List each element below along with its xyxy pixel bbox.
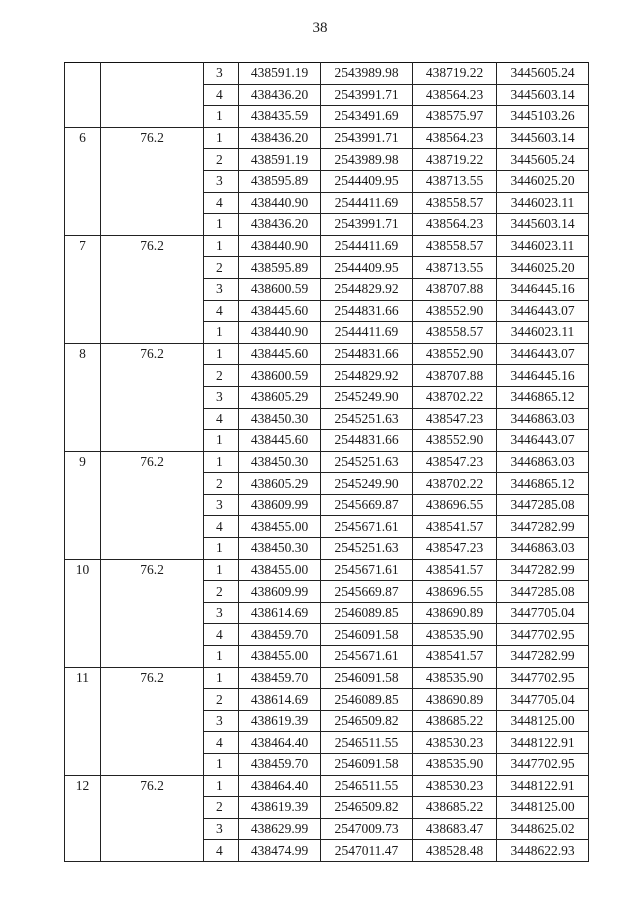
coord-y2-cell: 3448125.00 [497,797,589,819]
vertex-number-cell: 4 [204,192,239,214]
coord-y1-cell: 2543989.98 [321,149,413,171]
coord-y2-cell: 3446023.11 [497,192,589,214]
coord-x2-cell: 438541.57 [413,516,497,538]
coord-x2-cell: 438541.57 [413,559,497,581]
vertex-number-cell: 4 [204,732,239,754]
coord-x1-cell: 438450.30 [239,451,321,473]
table-row [65,63,589,85]
coord-y1-cell: 2544411.69 [321,322,413,344]
coord-y2-cell: 3446025.20 [497,257,589,279]
coord-x2-cell: 438552.90 [413,300,497,322]
coord-y1-cell: 2546511.55 [321,732,413,754]
coord-x2-cell: 438719.22 [413,63,497,85]
coord-x2-cell: 438707.88 [413,278,497,300]
coord-y2-cell: 3447282.99 [497,646,589,668]
coord-y1-cell: 2546511.55 [321,775,413,797]
table-row [65,559,589,581]
coord-y1-cell: 2545669.87 [321,494,413,516]
coord-x1-cell: 438435.59 [239,106,321,128]
vertex-number-cell: 1 [204,667,239,689]
table-row [65,451,589,473]
coord-x1-cell: 438436.20 [239,84,321,106]
coord-y1-cell: 2546509.82 [321,710,413,732]
coord-y1-cell: 2545251.63 [321,538,413,560]
coord-x2-cell: 438702.22 [413,473,497,495]
coord-x1-cell: 438445.60 [239,300,321,322]
coord-x1-cell: 438450.30 [239,538,321,560]
coord-x1-cell: 438609.99 [239,581,321,603]
coord-y2-cell: 3447705.04 [497,689,589,711]
coord-x2-cell: 438719.22 [413,149,497,171]
vertex-number-cell: 3 [204,494,239,516]
coord-y2-cell: 3445603.14 [497,84,589,106]
vertex-number-cell: 3 [204,278,239,300]
coord-x1-cell: 438591.19 [239,149,321,171]
area-cell: 76.2 [101,343,204,451]
vertex-number-cell: 4 [204,840,239,862]
coord-y1-cell: 2546089.85 [321,689,413,711]
table-row [65,775,589,797]
coord-y2-cell: 3445603.14 [497,214,589,236]
vertex-number-cell: 3 [204,602,239,624]
coord-x1-cell: 438464.40 [239,732,321,754]
vertex-number-cell: 4 [204,624,239,646]
coord-x2-cell: 438535.90 [413,624,497,646]
coord-x2-cell: 438547.23 [413,408,497,430]
coord-y2-cell: 3447702.95 [497,624,589,646]
coord-y1-cell: 2546509.82 [321,797,413,819]
coord-x2-cell: 438558.57 [413,322,497,344]
parcel-number-cell: 8 [65,343,101,451]
coord-x2-cell: 438690.89 [413,602,497,624]
vertex-number-cell: 4 [204,84,239,106]
coord-x2-cell: 438552.90 [413,343,497,365]
coord-x2-cell: 438696.55 [413,494,497,516]
area-cell: 76.2 [101,127,204,235]
coord-y1-cell: 2544829.92 [321,365,413,387]
coord-x1-cell: 438450.30 [239,408,321,430]
vertex-number-cell: 2 [204,581,239,603]
coord-x2-cell: 438558.57 [413,192,497,214]
coord-x2-cell: 438552.90 [413,430,497,452]
coord-y2-cell: 3446025.20 [497,170,589,192]
coord-x2-cell: 438685.22 [413,797,497,819]
vertex-number-cell: 3 [204,710,239,732]
coord-y1-cell: 2543991.71 [321,127,413,149]
coord-y1-cell: 2545249.90 [321,473,413,495]
coord-x1-cell: 438455.00 [239,559,321,581]
coord-y1-cell: 2546091.58 [321,754,413,776]
coord-y2-cell: 3446445.16 [497,365,589,387]
coord-x2-cell: 438530.23 [413,732,497,754]
coord-x1-cell: 438459.70 [239,624,321,646]
coord-y2-cell: 3448125.00 [497,710,589,732]
vertex-number-cell: 1 [204,775,239,797]
coord-y1-cell: 2547011.47 [321,840,413,862]
coord-y2-cell: 3447285.08 [497,581,589,603]
coord-x1-cell: 438609.99 [239,494,321,516]
coord-y1-cell: 2544409.95 [321,170,413,192]
coord-x1-cell: 438605.29 [239,473,321,495]
parcel-number-cell: 7 [65,235,101,343]
coord-y2-cell: 3446023.11 [497,235,589,257]
vertex-number-cell: 4 [204,516,239,538]
coord-x1-cell: 438605.29 [239,386,321,408]
coord-y2-cell: 3447285.08 [497,494,589,516]
coord-x1-cell: 438436.20 [239,127,321,149]
coord-y1-cell: 2544411.69 [321,192,413,214]
table-row [65,235,589,257]
parcel-number-cell: 9 [65,451,101,559]
area-cell: 76.2 [101,559,204,667]
coord-x2-cell: 438541.57 [413,646,497,668]
coord-x1-cell: 438440.90 [239,322,321,344]
coord-y1-cell: 2543491.69 [321,106,413,128]
parcel-number-cell: 6 [65,127,101,235]
coord-x1-cell: 438459.70 [239,754,321,776]
vertex-number-cell: 2 [204,257,239,279]
coord-x1-cell: 438464.40 [239,775,321,797]
vertex-number-cell: 1 [204,646,239,668]
coord-y1-cell: 2544411.69 [321,235,413,257]
coord-y2-cell: 3446865.12 [497,473,589,495]
vertex-number-cell: 1 [204,322,239,344]
coord-y2-cell: 3445605.24 [497,149,589,171]
coord-x2-cell: 438690.89 [413,689,497,711]
coord-y2-cell: 3447702.95 [497,754,589,776]
table-row [65,667,589,689]
coord-x1-cell: 438459.70 [239,667,321,689]
table-row [65,343,589,365]
area-cell: 76.2 [101,235,204,343]
coord-y2-cell: 3446865.12 [497,386,589,408]
coord-x2-cell: 438564.23 [413,84,497,106]
vertex-number-cell: 3 [204,63,239,85]
vertex-number-cell: 1 [204,127,239,149]
parcel-number-cell [65,63,101,128]
coord-y2-cell: 3447705.04 [497,602,589,624]
coord-y1-cell: 2546091.58 [321,667,413,689]
coord-y2-cell: 3446863.03 [497,538,589,560]
coord-x2-cell: 438547.23 [413,538,497,560]
coord-x1-cell: 438595.89 [239,257,321,279]
coord-x1-cell: 438600.59 [239,278,321,300]
coord-y1-cell: 2545251.63 [321,451,413,473]
coord-y2-cell: 3448622.93 [497,840,589,862]
coord-x1-cell: 438619.39 [239,710,321,732]
vertex-number-cell: 3 [204,386,239,408]
vertex-number-cell: 4 [204,408,239,430]
coord-y2-cell: 3445603.14 [497,127,589,149]
vertex-number-cell: 1 [204,343,239,365]
vertex-number-cell: 1 [204,106,239,128]
coord-y1-cell: 2545671.61 [321,646,413,668]
vertex-number-cell: 2 [204,149,239,171]
coord-y2-cell: 3446863.03 [497,408,589,430]
coord-x1-cell: 438595.89 [239,170,321,192]
coord-y1-cell: 2545671.61 [321,559,413,581]
coord-x2-cell: 438685.22 [413,710,497,732]
parcel-number-cell: 12 [65,775,101,861]
coord-x1-cell: 438455.00 [239,646,321,668]
coord-y2-cell: 3446023.11 [497,322,589,344]
area-cell: 76.2 [101,451,204,559]
coord-x1-cell: 438455.00 [239,516,321,538]
vertex-number-cell: 1 [204,559,239,581]
vertex-number-cell: 2 [204,365,239,387]
page-number: 38 [312,20,328,36]
coord-y2-cell: 3445103.26 [497,106,589,128]
coord-y1-cell: 2543991.71 [321,84,413,106]
coord-y2-cell: 3447282.99 [497,516,589,538]
coord-x2-cell: 438535.90 [413,754,497,776]
coord-x2-cell: 438696.55 [413,581,497,603]
coord-y2-cell: 3446443.07 [497,430,589,452]
coordinates-table [64,62,589,862]
coord-x1-cell: 438614.69 [239,689,321,711]
coord-x1-cell: 438474.99 [239,840,321,862]
vertex-number-cell: 3 [204,170,239,192]
coord-x2-cell: 438713.55 [413,170,497,192]
coord-x2-cell: 438713.55 [413,257,497,279]
coord-y1-cell: 2544831.66 [321,343,413,365]
coord-x1-cell: 438614.69 [239,602,321,624]
coord-x2-cell: 438530.23 [413,775,497,797]
coord-y1-cell: 2545251.63 [321,408,413,430]
area-cell: 76.2 [101,667,204,775]
coord-y1-cell: 2543991.71 [321,214,413,236]
coord-x2-cell: 438564.23 [413,214,497,236]
coord-y2-cell: 3447282.99 [497,559,589,581]
coord-y2-cell: 3446443.07 [497,343,589,365]
coord-x2-cell: 438683.47 [413,818,497,840]
vertex-number-cell: 3 [204,818,239,840]
coord-y1-cell: 2543989.98 [321,63,413,85]
coord-y2-cell: 3448122.91 [497,775,589,797]
coord-x2-cell: 438575.97 [413,106,497,128]
table-body [65,63,589,862]
coord-y1-cell: 2544829.92 [321,278,413,300]
coord-x2-cell: 438564.23 [413,127,497,149]
coord-x2-cell: 438528.48 [413,840,497,862]
coord-y1-cell: 2545249.90 [321,386,413,408]
coord-y2-cell: 3447702.95 [497,667,589,689]
coord-x1-cell: 438445.60 [239,343,321,365]
coord-y1-cell: 2546091.58 [321,624,413,646]
coord-y1-cell: 2545669.87 [321,581,413,603]
coord-x1-cell: 438440.90 [239,192,321,214]
coord-y1-cell: 2544409.95 [321,257,413,279]
coord-x1-cell: 438600.59 [239,365,321,387]
coord-y1-cell: 2546089.85 [321,602,413,624]
coord-y2-cell: 3445605.24 [497,63,589,85]
vertex-number-cell: 1 [204,451,239,473]
vertex-number-cell: 4 [204,300,239,322]
coord-x1-cell: 438619.39 [239,797,321,819]
coord-y2-cell: 3448122.91 [497,732,589,754]
coord-x1-cell: 438445.60 [239,430,321,452]
coord-x2-cell: 438547.23 [413,451,497,473]
vertex-number-cell: 1 [204,430,239,452]
coord-y1-cell: 2547009.73 [321,818,413,840]
vertex-number-cell: 2 [204,797,239,819]
coord-x1-cell: 438440.90 [239,235,321,257]
coord-x2-cell: 438558.57 [413,235,497,257]
coord-y1-cell: 2544831.66 [321,430,413,452]
coord-y2-cell: 3446863.03 [497,451,589,473]
area-cell: 76.2 [101,775,204,861]
coord-y2-cell: 3448625.02 [497,818,589,840]
parcel-number-cell: 10 [65,559,101,667]
coord-x2-cell: 438702.22 [413,386,497,408]
coord-x1-cell: 438591.19 [239,63,321,85]
vertex-number-cell: 1 [204,235,239,257]
table-row [65,127,589,149]
coord-x2-cell: 438535.90 [413,667,497,689]
vertex-number-cell: 1 [204,214,239,236]
coord-x1-cell: 438436.20 [239,214,321,236]
vertex-number-cell: 1 [204,538,239,560]
vertex-number-cell: 2 [204,473,239,495]
coord-y2-cell: 3446443.07 [497,300,589,322]
vertex-number-cell: 1 [204,754,239,776]
coord-x2-cell: 438707.88 [413,365,497,387]
parcel-number-cell: 11 [65,667,101,775]
area-cell [101,63,204,128]
coord-y1-cell: 2545671.61 [321,516,413,538]
coord-y2-cell: 3446445.16 [497,278,589,300]
coord-y1-cell: 2544831.66 [321,300,413,322]
coord-x1-cell: 438629.99 [239,818,321,840]
vertex-number-cell: 2 [204,689,239,711]
